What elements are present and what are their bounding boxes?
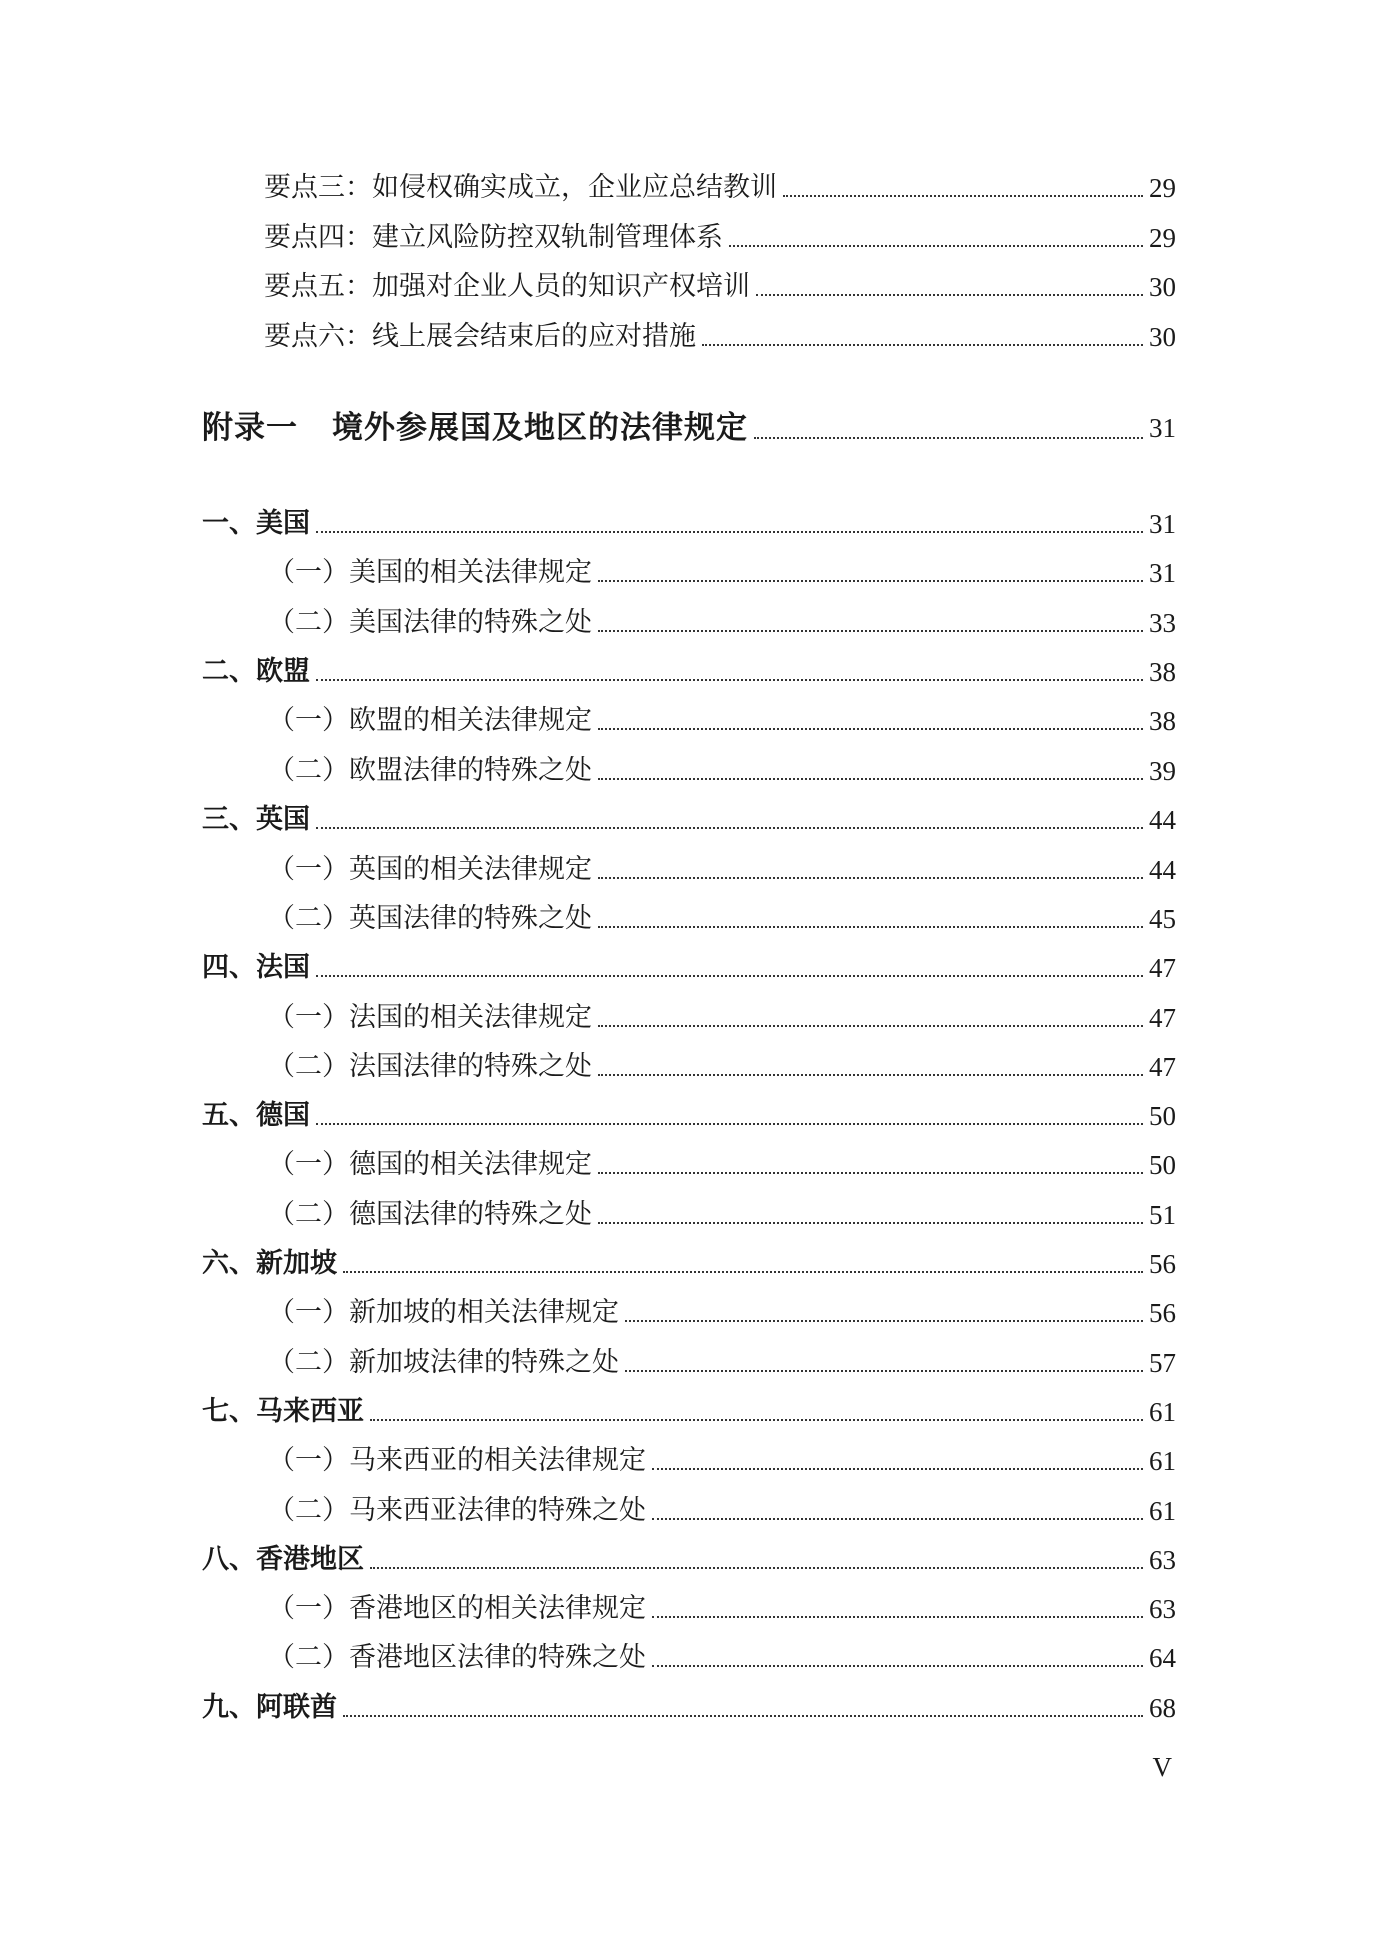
toc-entry-page: 31 <box>1149 509 1176 539</box>
dot-leader <box>652 1614 1143 1618</box>
toc-entry-page: 29 <box>1149 223 1176 253</box>
toc-entry-subsection[interactable] <box>268 1640 1176 1676</box>
appendix-title: 附录一 境外参展国及地区的法律规定 <box>202 410 748 446</box>
toc-entry-page: 30 <box>1149 272 1176 302</box>
toc-entry-label: 七、马来西亚 <box>202 1396 364 1427</box>
toc-entry-page: 57 <box>1149 1348 1176 1378</box>
dot-leader <box>598 875 1143 879</box>
dot-leader <box>598 726 1143 730</box>
dot-leader <box>598 1023 1143 1027</box>
toc-entry-subsection[interactable] <box>268 555 1176 591</box>
toc-entry-label: （一）法国的相关法律规定 <box>268 1002 592 1033</box>
toc-entry-label: （一）香港地区的相关法律规定 <box>268 1593 646 1624</box>
toc-entry-subsection[interactable] <box>268 703 1176 739</box>
dot-leader <box>316 1121 1143 1125</box>
dot-leader <box>598 1220 1143 1224</box>
toc-entry-page: 61 <box>1149 1397 1176 1427</box>
toc-entry-label: 六、新加坡 <box>202 1248 337 1279</box>
toc-entry-section[interactable] <box>202 506 1176 542</box>
toc-entry-label: 三、英国 <box>202 804 310 835</box>
toc-entry-subsection[interactable] <box>268 1147 1176 1183</box>
toc-entry-page: 39 <box>1149 756 1176 786</box>
toc-entry-label: 要点四：建立风险防控双轨制管理体系 <box>264 222 723 253</box>
toc-entry-subsection[interactable] <box>268 1295 1176 1331</box>
toc-entry-page: 61 <box>1149 1446 1176 1476</box>
toc-entry-page: 63 <box>1149 1594 1176 1624</box>
toc-entry-page: 38 <box>1149 706 1176 736</box>
toc-entry-section[interactable] <box>202 1246 1176 1282</box>
toc-entry-label: 二、欧盟 <box>202 656 310 687</box>
toc-entry-subsection[interactable] <box>268 1591 1176 1627</box>
dot-leader <box>652 1663 1143 1667</box>
toc-entry-page: 44 <box>1149 855 1176 885</box>
toc-entry-section[interactable] <box>202 1098 1176 1134</box>
dot-leader <box>625 1368 1143 1372</box>
toc-entry-label: 五、德国 <box>202 1100 310 1131</box>
toc-entry-page: 63 <box>1149 1545 1176 1575</box>
dot-leader <box>370 1417 1143 1421</box>
toc-entry-label: （一）美国的相关法律规定 <box>268 557 592 588</box>
toc-entry-label: （二）欧盟法律的特殊之处 <box>268 755 592 786</box>
dot-leader <box>370 1565 1143 1569</box>
toc-entry-label: （二）德国法律的特殊之处 <box>268 1199 592 1230</box>
toc-entry-key-point[interactable] <box>264 220 1176 256</box>
toc-entry-subsection[interactable] <box>268 1197 1176 1233</box>
toc-entry-label: 八、香港地区 <box>202 1544 364 1575</box>
dot-leader <box>316 677 1143 681</box>
toc-entry-page: 31 <box>1149 413 1176 443</box>
dot-leader <box>729 243 1143 247</box>
toc-entry-page: 50 <box>1149 1150 1176 1180</box>
toc-entry-label: 四、法国 <box>202 952 310 983</box>
dot-leader <box>343 1713 1143 1717</box>
toc-entry-label: （一）欧盟的相关法律规定 <box>268 705 592 736</box>
toc-entry-page: 61 <box>1149 1496 1176 1526</box>
dot-leader <box>754 435 1143 439</box>
toc-entry-label: （二）新加坡法律的特殊之处 <box>268 1347 619 1378</box>
dot-leader <box>598 776 1143 780</box>
toc-entry-page: 51 <box>1149 1200 1176 1230</box>
toc-entry-page: 29 <box>1149 173 1176 203</box>
dot-leader <box>316 529 1143 533</box>
toc-entry-key-point[interactable] <box>264 319 1176 355</box>
toc-entry-subsection[interactable] <box>268 1345 1176 1381</box>
toc-entry-label: （二）马来西亚法律的特殊之处 <box>268 1495 646 1526</box>
toc-entry-label: （二）美国法律的特殊之处 <box>268 607 592 638</box>
toc-entry-label: （一）德国的相关法律规定 <box>268 1149 592 1180</box>
toc-entry-section[interactable] <box>202 1394 1176 1430</box>
toc-entry-label: （一）新加坡的相关法律规定 <box>268 1297 619 1328</box>
dot-leader <box>652 1466 1143 1470</box>
dot-leader <box>598 578 1143 582</box>
toc-entry-section[interactable] <box>202 654 1176 690</box>
toc-entry-page: 50 <box>1149 1101 1176 1131</box>
toc-entry-page: 56 <box>1149 1249 1176 1279</box>
toc-entry-page: 30 <box>1149 322 1176 352</box>
toc-entry-section[interactable] <box>202 1542 1176 1578</box>
toc-entry-key-point[interactable] <box>264 170 1176 206</box>
toc-entry-subsection[interactable] <box>268 605 1176 641</box>
toc-entry-subsection[interactable] <box>268 1049 1176 1085</box>
toc-entry-page: 44 <box>1149 805 1176 835</box>
toc-entry-key-point[interactable] <box>264 269 1176 305</box>
toc-entry-subsection[interactable] <box>268 1443 1176 1479</box>
toc-entry-subsection[interactable] <box>268 901 1176 937</box>
toc-entry-label: 一、美国 <box>202 508 310 539</box>
toc-entry-page: 56 <box>1149 1298 1176 1328</box>
toc-entry-page: 68 <box>1149 1693 1176 1723</box>
toc-entry-subsection[interactable] <box>268 753 1176 789</box>
dot-leader <box>598 924 1143 928</box>
toc-entry-label: （一）英国的相关法律规定 <box>268 854 592 885</box>
dot-leader <box>756 292 1143 296</box>
toc-entry-page: 33 <box>1149 608 1176 638</box>
dot-leader <box>598 628 1143 632</box>
toc-entry-label: （二）法国法律的特殊之处 <box>268 1051 592 1082</box>
toc-entry-section[interactable] <box>202 950 1176 986</box>
toc-entry-section[interactable] <box>202 1690 1176 1726</box>
dot-leader <box>316 973 1143 977</box>
dot-leader <box>783 193 1143 197</box>
toc-entry-label: 要点三：如侵权确实成立，企业应总结教训 <box>264 172 777 203</box>
toc-entry-label: （二）英国法律的特殊之处 <box>268 903 592 934</box>
toc-entry-label: 要点五：加强对企业人员的知识产权培训 <box>264 271 750 302</box>
toc-entry-subsection[interactable] <box>268 1000 1176 1036</box>
toc-entry-page: 64 <box>1149 1643 1176 1673</box>
toc-entry-page: 31 <box>1149 558 1176 588</box>
toc-entry-page: 47 <box>1149 953 1176 983</box>
toc-entry-label: 九、阿联酋 <box>202 1692 337 1723</box>
toc-entry-page: 47 <box>1149 1052 1176 1082</box>
dot-leader <box>702 342 1143 346</box>
toc-entry-page: 45 <box>1149 904 1176 934</box>
toc-entry-page: 47 <box>1149 1003 1176 1033</box>
dot-leader <box>343 1269 1143 1273</box>
toc-entry-label: （一）马来西亚的相关法律规定 <box>268 1445 646 1476</box>
page-number: V <box>1152 1752 1172 1782</box>
toc-entry-label: （二）香港地区法律的特殊之处 <box>268 1642 646 1673</box>
dot-leader <box>652 1516 1143 1520</box>
dot-leader <box>316 825 1143 829</box>
dot-leader <box>598 1170 1143 1174</box>
toc-entry-section[interactable] <box>202 802 1176 838</box>
toc-entry-subsection[interactable] <box>268 852 1176 888</box>
toc-entry-appendix[interactable] <box>202 406 1176 450</box>
toc-entry-subsection[interactable] <box>268 1493 1176 1529</box>
dot-leader <box>598 1072 1143 1076</box>
toc-entry-label: 要点六：线上展会结束后的应对措施 <box>264 321 696 352</box>
toc-entry-page: 38 <box>1149 657 1176 687</box>
dot-leader <box>625 1318 1143 1322</box>
